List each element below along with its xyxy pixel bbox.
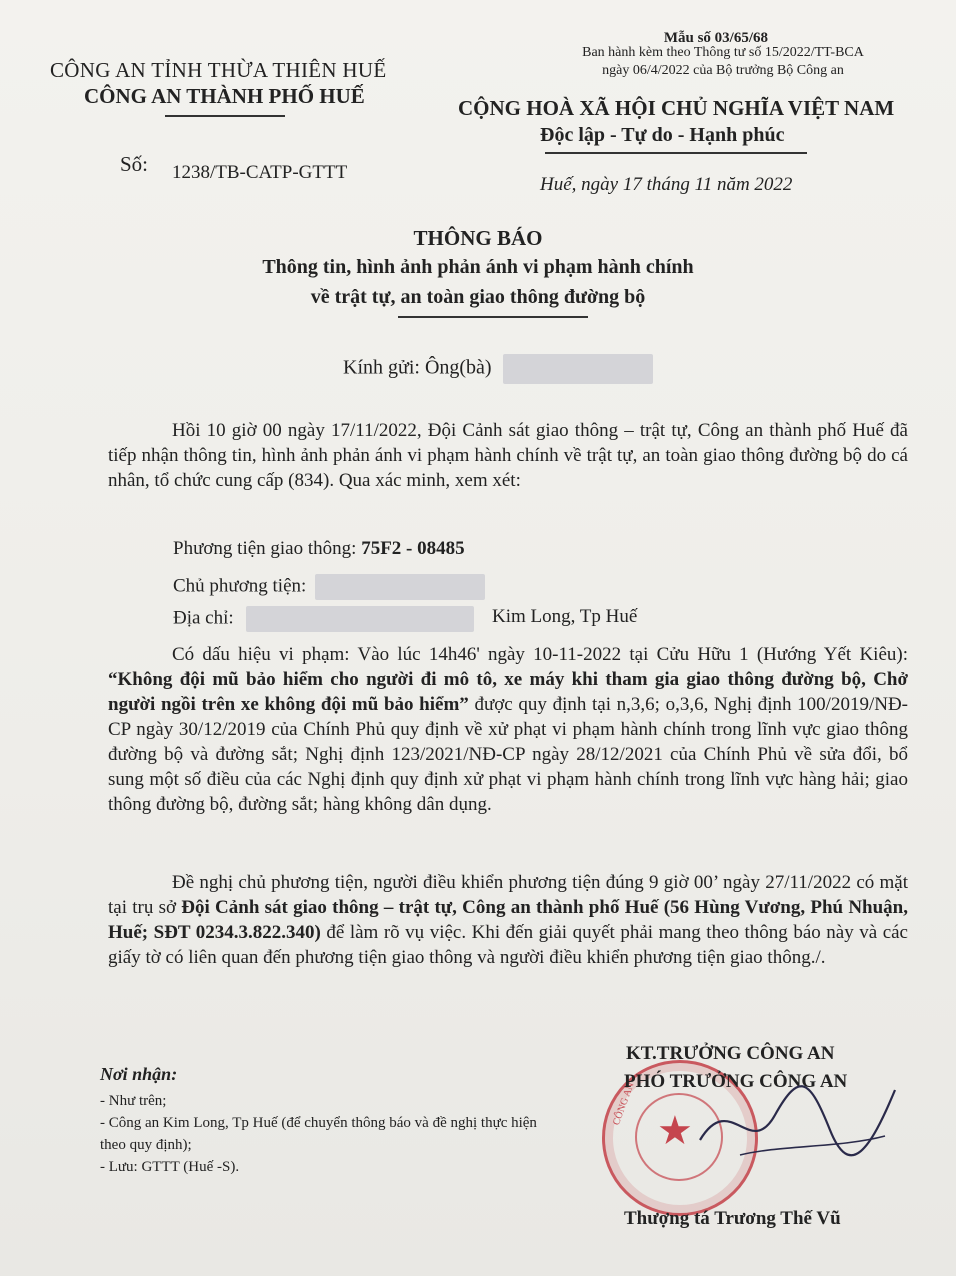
document-title: THÔNG BÁO bbox=[413, 226, 543, 250]
recipients-list bbox=[100, 1090, 540, 1178]
redacted-address bbox=[246, 606, 474, 632]
owner-label: Chủ phương tiện: bbox=[173, 575, 307, 597]
paragraph-request bbox=[108, 870, 908, 970]
paragraph-intake: Hồi 10 giờ 00 ngày 17/11/2022, Đội Cảnh sát giao thông – trật tự, Công an thành phố Huế đã tiếp nhận thông tin, hình ảnh phản ánh vi phạm hành chính về trật tự, an toàn giao thông đường bộ do cá nhân, tổ chức cung cấp (834). Qua xác minh, xem xét: bbox=[108, 420, 908, 491]
document-subtitle-line2: về trật tự, an toàn giao thông đường bộ bbox=[310, 286, 646, 308]
vehicle-field bbox=[173, 538, 465, 560]
address-tail: Kim Long, Tp Huế bbox=[492, 606, 638, 627]
recipient-item: - Như trên; bbox=[100, 1093, 167, 1109]
greeting-text: Kính gửi: Ông(bà) bbox=[343, 356, 492, 379]
national-title: CỘNG HOÀ XÃ HỘI CHỦ NGHĨA VIỆT NAM bbox=[458, 96, 895, 120]
document-subtitle-line1: Thông tin, hình ảnh phản ánh vi phạm hành chính bbox=[262, 256, 694, 278]
request-office: Đội Cảnh sát giao thông – trật tự, Công an thành phố Huế (56 Hùng Vương, Phú Nhuận, Huế; SĐT 0234.3.822.340) bbox=[108, 897, 908, 943]
national-motto: Độc lập - Tự do - Hạnh phúc bbox=[540, 124, 785, 146]
redacted-recipient-name bbox=[503, 354, 653, 384]
form-reference-line1: Ban hành kèm theo Thông tư số 15/2022/TT-BCA bbox=[582, 45, 864, 60]
redacted-owner-name bbox=[315, 574, 485, 600]
document-number: 1238/TB-CATP-GTTT bbox=[172, 162, 348, 183]
violation-legal-basis: được quy định tại n,3,6; o,3,6, Nghị định 100/2019/NĐ-CP ngày 30/12/2019 của Chính Phủ quy định về xử phạt vi phạm hành chính trong lĩnh vực giao thông đường bộ và đường sắt; Nghị định 123/2021/NĐ-CP ngày 28/12/2021 của Chính Phủ về sửa đổi, bổ sung một số điều của các Nghị định quy định xử phạt vi phạm hành chính trong lĩnh vực hàng hải; giao thông đường bộ, đường sắt; hàng không dân dụng. bbox=[108, 694, 908, 815]
agency-underline bbox=[165, 115, 285, 117]
request-end: để làm rõ vụ việc. Khi đến giải quyết phải mang theo thông báo này và các giấy tờ có liên quan đến phương tiện giao thông và người điều khiển phương tiện giao thông./. bbox=[108, 922, 908, 968]
form-reference bbox=[578, 44, 868, 80]
vehicle-plate: 75F2 - 08485 bbox=[361, 538, 465, 559]
place-date: Huế, ngày 17 tháng 11 năm 2022 bbox=[540, 174, 793, 195]
parent-agency: CÔNG AN TỈNH THỪA THIÊN HUẾ bbox=[50, 58, 387, 82]
issuing-agency: CÔNG AN THÀNH PHỐ HUẾ bbox=[84, 84, 365, 108]
violation-description: “Không đội mũ bảo hiểm cho người đi mô tô, xe máy khi tham gia giao thông đường bộ, Chở người ngồi trên xe không đội mũ bảo hiểm” bbox=[108, 669, 908, 715]
address-label: Địa chỉ: bbox=[173, 607, 234, 629]
recipient-item: - Lưu: GTTT (Huế -S). bbox=[100, 1159, 240, 1175]
handwritten-signature bbox=[680, 1060, 910, 1170]
motto-underline bbox=[545, 152, 807, 154]
paragraph-violation bbox=[108, 642, 908, 817]
greeting bbox=[343, 354, 653, 384]
vehicle-label: Phương tiện giao thông: bbox=[173, 538, 357, 559]
recipients-title: Nơi nhận: bbox=[100, 1064, 178, 1084]
violation-intro: Có dấu hiệu vi phạm: Vào lúc 14h46' ngày 10-11-2022 tại Cửu Hữu 1 (Hướng Yết Kiêu): bbox=[172, 644, 908, 665]
request-intro: Đề nghị chủ phương tiện, người điều khiển phương tiện đúng 9 giờ 00’ ngày 27/11/2022 có mặt tại trụ sở bbox=[108, 872, 908, 918]
form-code: Mẫu số 03/65/68 bbox=[663, 30, 768, 46]
owner-field bbox=[173, 574, 485, 600]
star-icon: ★ bbox=[657, 1108, 693, 1153]
stamp-text: CÔNG AN bbox=[611, 1080, 637, 1127]
address-field bbox=[173, 606, 474, 632]
document-number-label: Số: bbox=[120, 152, 149, 176]
subtitle-underline bbox=[398, 316, 588, 318]
signature-title-line2: PHÓ TRƯỞNG CÔNG AN bbox=[624, 1071, 848, 1092]
signer-name: Thượng tá Trương Thế Vũ bbox=[624, 1208, 841, 1229]
form-reference-line2: ngày 06/4/2022 của Bộ trưởng Bộ Công an bbox=[602, 63, 844, 78]
signature-title-line1: KT.TRƯỞNG CÔNG AN bbox=[626, 1043, 835, 1064]
recipient-item: - Công an Kim Long, Tp Huế (để chuyển thông báo và đề nghị thực hiện theo quy định); bbox=[100, 1115, 537, 1153]
